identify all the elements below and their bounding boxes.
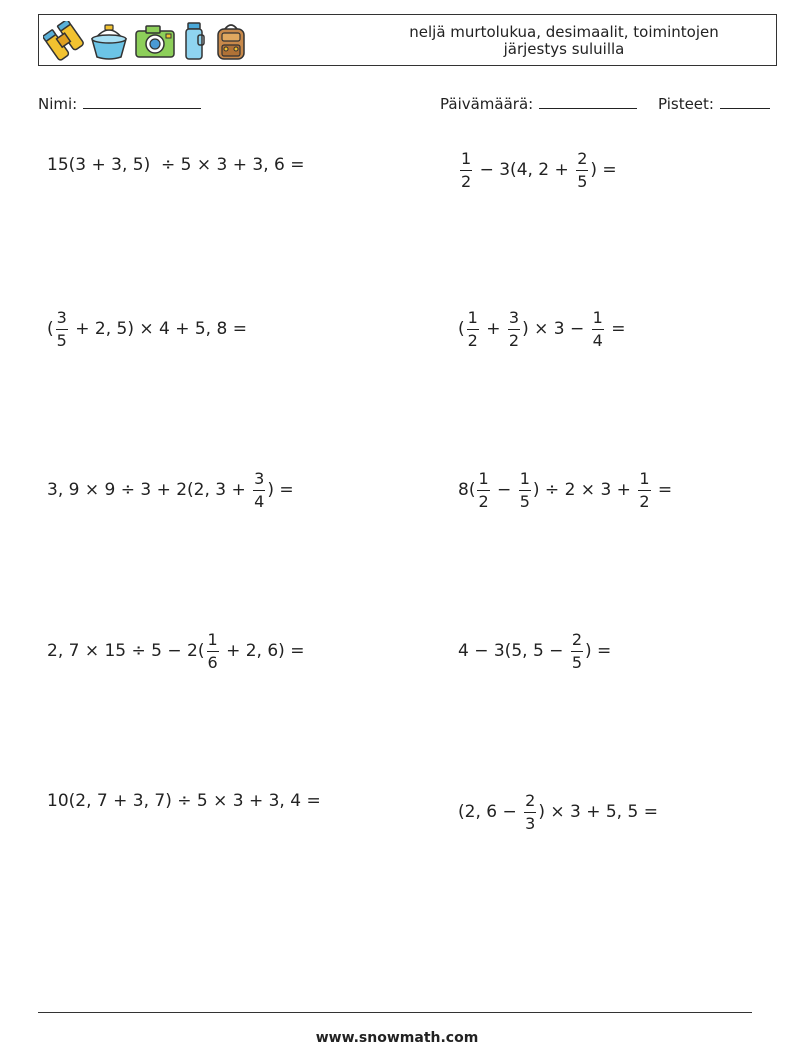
expression-text: ) ÷ 2 × 3 + [532,480,637,500]
expression-text: − 3(4, 2 + [474,160,575,180]
expression-text: + [480,319,506,339]
fraction-bar [576,170,588,171]
fraction [508,309,520,350]
fraction [477,470,489,511]
expression-text: ( [47,319,54,339]
fraction-numerator: 1 [207,629,218,649]
problem-6 [458,466,672,514]
name-blank[interactable] [83,94,201,109]
fraction-denominator: 2 [467,330,478,350]
problem-4 [458,305,625,353]
fraction [638,470,650,511]
fraction [592,309,604,350]
fraction-denominator: 3 [525,813,536,833]
fraction [56,309,68,350]
expression-text: ) × 3 + 5, 5 = [538,802,658,822]
fraction-numerator: 1 [478,468,489,488]
fraction-bar [460,170,472,171]
fraction-numerator: 1 [639,468,650,488]
fraction-numerator: 1 [519,468,530,488]
fraction-bar [207,651,219,652]
fraction [253,470,265,511]
fraction [207,631,219,672]
expression-text: 15(3 + 3, 5) ÷ 5 × 3 + 3, 6 = [47,155,305,175]
fraction-denominator: 2 [461,171,472,191]
fraction-denominator: 5 [571,652,582,672]
fraction-bar [524,812,536,813]
backpack-icon [211,21,251,61]
problem-3 [47,305,247,353]
expression-text: 2, 7 × 15 ÷ 5 − 2( [47,641,205,661]
fraction-bar [571,651,583,652]
expression-text: + 2, 5) × 4 + 5, 8 = [69,319,247,339]
fraction-bar [638,490,650,491]
fraction [576,150,588,191]
fraction-denominator: 6 [207,652,218,672]
fraction-numerator: 1 [467,307,478,327]
fraction-denominator: 4 [254,491,265,511]
fraction-denominator: 5 [519,491,530,511]
expression-text: 10(2, 7 + 3, 7) ÷ 5 × 3 + 3, 4 = [47,791,321,811]
thermos-icon [181,21,207,61]
score-label: Pisteet: [658,95,714,113]
expression-text: 3, 9 × 9 ÷ 3 + 2(2, 3 + [47,480,252,500]
fraction [571,631,583,672]
expression-text: 4 − 3(5, 5 − [458,641,569,661]
binoculars-icon [43,21,85,61]
name-field[interactable] [38,94,201,113]
fraction-numerator: 3 [56,307,67,327]
expression-text: = [605,319,626,339]
date-field[interactable] [440,94,637,113]
fraction-bar [56,329,68,330]
worksheet-header [38,14,777,66]
fraction-numerator: 1 [592,307,603,327]
expression-text: + 2, 6) = [220,641,305,661]
problem-2 [458,146,617,194]
fraction-denominator: 5 [56,330,67,350]
problem-9 [47,789,321,813]
fraction [467,309,479,350]
fraction-numerator: 1 [461,148,472,168]
problem-8 [458,627,611,675]
score-blank[interactable] [720,94,770,109]
fraction [460,150,472,191]
expression-text: − [491,480,517,500]
fraction-denominator: 5 [577,171,588,191]
footer-divider [38,1012,752,1013]
expression-text: 8( [458,480,476,500]
fraction-denominator: 2 [478,491,489,511]
fraction-bar [467,329,479,330]
fraction-numerator: 3 [254,468,265,488]
fraction [519,470,531,511]
bucket-icon [89,21,129,61]
fraction-bar [519,490,531,491]
problem-7 [47,627,304,675]
expression-text: = [652,480,673,500]
problem-1 [47,153,304,177]
title-line-2: järjestys suluilla [503,40,625,58]
fraction-numerator: 3 [508,307,520,327]
fraction-bar [253,490,265,491]
header-icons [43,19,251,63]
score-field[interactable] [658,94,770,113]
fraction-denominator: 4 [592,330,603,350]
name-label: Nimi: [38,95,78,113]
expression-text: (2, 6 − [458,802,523,822]
expression-text: ) = [267,480,294,500]
camera-icon [133,21,177,61]
fraction-numerator: 2 [577,148,588,168]
fraction-numerator: 2 [525,790,536,810]
footer-url[interactable]: www.snowmath.com [315,1030,479,1046]
problem-10 [458,788,658,836]
problem-5 [47,466,294,514]
worksheet-title [374,24,754,58]
fraction-bar [592,329,604,330]
expression-text: ) = [585,641,612,661]
fraction-denominator: 2 [639,491,650,511]
title-line-1: neljä murtolukua, desimaalit, toimintojen [409,23,719,41]
fraction [524,792,536,833]
expression-text: ) = [590,160,617,180]
fraction-bar [477,490,489,491]
expression-text: ) × 3 − [522,319,590,339]
expression-text: ( [458,319,465,339]
fraction-denominator: 2 [508,330,520,350]
fraction-numerator: 2 [571,629,582,649]
date-label: Päivämäärä: [440,95,534,113]
fraction-bar [508,329,520,330]
date-blank[interactable] [539,94,637,109]
